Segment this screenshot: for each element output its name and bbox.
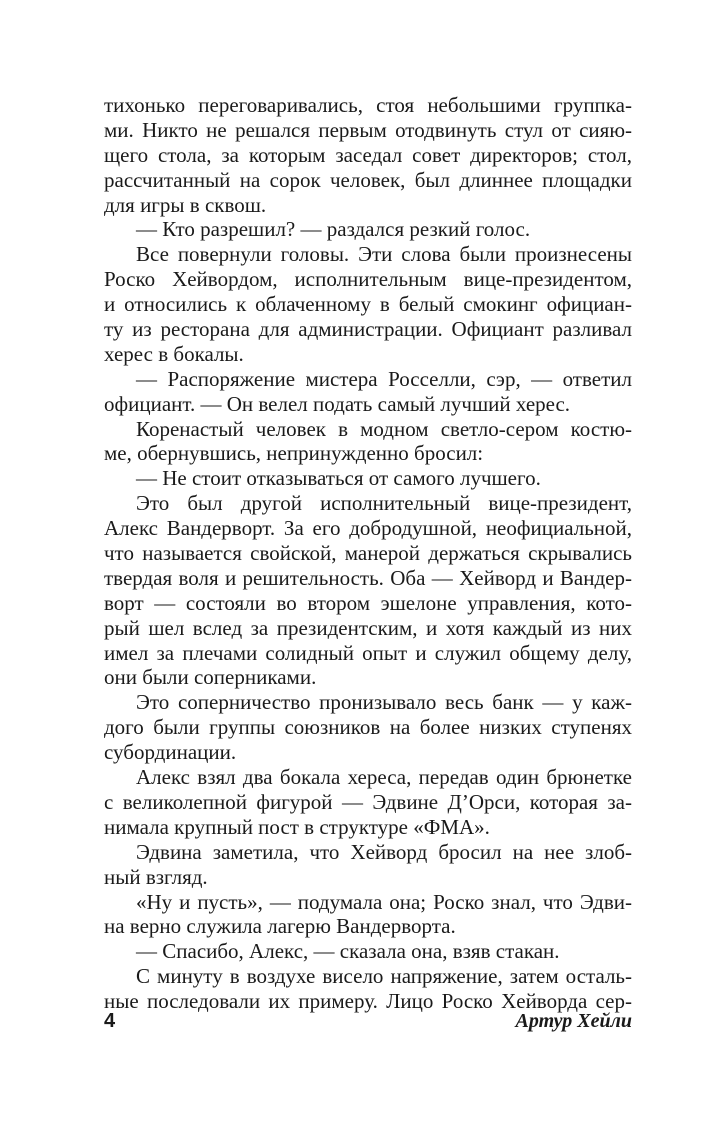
text-line: Это соперничество пронизывало весь банк — у каж- xyxy=(136,690,632,715)
text-line: — Кто разрешил? — раздался резкий голос. xyxy=(136,217,531,242)
text-line: рый шел вслед за президентским, и хотя каждый из них xyxy=(104,615,632,640)
text-line: ме, обернувшись, непринужденно бросил: xyxy=(104,441,484,466)
text-line: херес в бокалы. xyxy=(104,341,244,366)
text-line: имел за плечами солидный опыт и служил общему делу, xyxy=(104,640,632,665)
text-line: официант. — Он велел подать самый лучший херес. xyxy=(104,391,571,416)
text-line: — Спасибо, Алекс, — сказала она, взяв стакан. xyxy=(136,939,560,964)
text-line: субординации. xyxy=(104,740,237,765)
text-line: ные последовали их примеру. Лицо Роско Хейворда сер- xyxy=(104,989,632,1014)
text-line: Эдвина заметила, что Хейворд бросил на нее злоб- xyxy=(136,839,632,864)
page-number: 4 xyxy=(104,1010,116,1032)
text-line: твердая воля и решительность. Оба — Хейворд и Вандер- xyxy=(104,565,632,590)
text-line: ту из ресторана для администрации. Официант разливал xyxy=(104,317,632,342)
text-line: С минуту в воздухе висело напряжение, затем осталь- xyxy=(136,964,632,989)
text-line: нимала крупный пост в структуре «ФМА». xyxy=(104,814,490,839)
text-line: они были соперниками. xyxy=(104,665,317,690)
text-line: что называется свойской, манерой держаться скрывались xyxy=(104,541,632,566)
text-line: «Ну и пусть», — подумала она; Роско знал, что Эдви- xyxy=(136,889,632,914)
running-title: Артур Хейли xyxy=(515,1010,632,1032)
text-line: ворт — состояли во втором эшелоне управления, кото- xyxy=(104,590,632,615)
text-line: Алекс взял два бокала хереса, передав один брюнетке xyxy=(136,765,632,790)
text-line: тихонько переговаривались, стоя небольшими группка- xyxy=(104,93,632,117)
text-line: Коренастый человек в модном светло-сером костю- xyxy=(136,416,632,441)
text-line: ми. Никто не решался первым отодвинуть стул от сияю- xyxy=(104,117,632,142)
text-line: Это был другой исполнительный вице-президент, xyxy=(136,491,632,516)
text-line: — Не стоит отказываться от самого лучшего. xyxy=(136,466,541,491)
text-line: с великолепной фигурой — Эдвине Д’Орси, которая за- xyxy=(104,789,632,814)
text-line: рассчитанный на сорок человек, был длиннее площадки xyxy=(104,167,632,192)
text-line: дого были группы союзников на более низких ступенях xyxy=(104,715,632,740)
text-line: и относились к облаченному в белый смокинг официан- xyxy=(104,292,632,317)
text-line: ный взгляд. xyxy=(104,864,208,889)
text-line: щего стола, за которым заседал совет директоров; стол, xyxy=(104,142,632,167)
body-text xyxy=(104,93,632,1014)
text-line: для игры в сквош. xyxy=(104,192,267,217)
text-line: Алекс Вандерворт. За его добродушной, неофициальной, xyxy=(104,516,632,541)
text-line: — Распоряжение мистера Росселли, сэр, — ответил xyxy=(136,366,632,391)
text-line: Роско Хейвордом, исполнительным вице-президентом, xyxy=(104,267,632,292)
text-line: на верно служила лагерю Вандерворта. xyxy=(104,914,456,939)
text-line: Все повернули головы. Эти слова были произнесены xyxy=(136,242,632,267)
page-footer xyxy=(104,1010,632,1040)
